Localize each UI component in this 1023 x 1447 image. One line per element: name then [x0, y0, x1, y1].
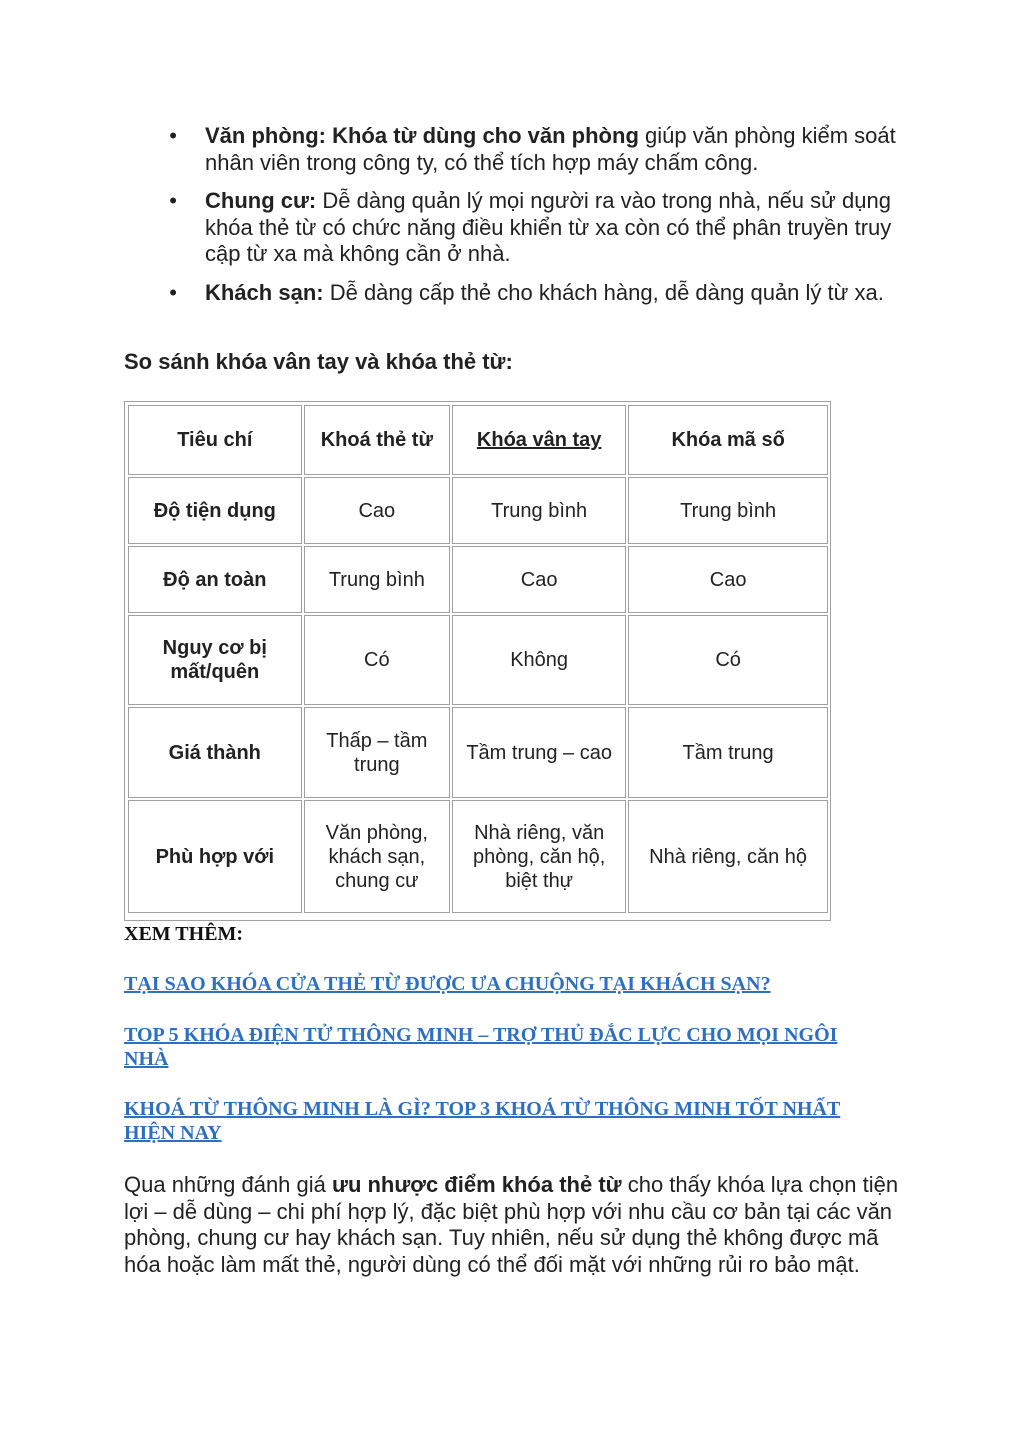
table-row [128, 615, 828, 705]
comparison-heading: So sánh khóa vân tay và khóa thẻ từ: [124, 349, 513, 374]
conclusion-paragraph [124, 1172, 914, 1278]
table-cell: Trung bình [628, 477, 828, 544]
table-cell: Cao [452, 546, 626, 613]
table-cell: Tầm trung [628, 707, 828, 798]
bullet-text: giúp văn phòng kiểm soát nhân viên trong công ty, có thể tích hợp máy chấm công. [205, 123, 896, 175]
bullet-item-office [169, 123, 905, 176]
related-article-link-3[interactable]: KHOÁ TỪ THÔNG MINH LÀ GÌ? TOP 3 KHOÁ TỪ THÔNG MINH TỐT NHẤT HIỆN NAY [124, 1098, 841, 1144]
table-row [128, 707, 828, 798]
row-header-cell: Độ tiện dụng [128, 477, 302, 544]
table-cell: Không [452, 615, 626, 705]
row-header-cell: Độ an toàn [128, 546, 302, 613]
bullet-lead: Khách sạn: [205, 279, 324, 305]
bullet-item-hotel [169, 279, 905, 307]
bullet-lead: Chung cư: [205, 188, 317, 213]
bullet-lead: Văn phòng: Khóa từ dùng cho văn phòng [205, 123, 639, 148]
header-cell: Khoá thẻ từ [304, 405, 450, 475]
table-cell: Trung bình [452, 477, 626, 544]
usage-bullet-list [169, 123, 905, 318]
bullet-item-apartment [169, 188, 905, 268]
row-header-cell: Phù hợp với [128, 800, 302, 913]
header-cell-link[interactable] [452, 405, 626, 475]
fingerprint-lock-link[interactable]: Khóa vân tay [476, 429, 602, 451]
table-cell: Văn phòng, khách sạn, chung cư [304, 800, 450, 913]
table-cell: Thấp – tầm trung [304, 707, 450, 798]
table-cell: Nhà riêng, căn hộ [628, 800, 828, 913]
table-cell: Nhà riêng, văn phòng, căn hộ, biệt thự [452, 800, 626, 913]
row-header-cell: Nguy cơ bị mất/quên [128, 615, 302, 705]
comparison-table-frame [124, 401, 831, 921]
table-row [128, 546, 828, 613]
conclusion-text-end: cho thấy khóa lựa chọn tiện lợi – dễ dùng – chi phí hợp lý, đặc biệt phù hợp với nhu cầu cơ bản tại các văn phòng, chung cư hay khách sạn. Tuy nhiên, nếu sử dụng thẻ không được mã hóa hoặc làm mất thẻ, người dùng có thể đối mặt với những rủi ro bảo mật. [124, 1172, 899, 1277]
related-article-link-1[interactable]: TẠI SAO KHÓA CỬA THẺ TỪ ĐƯỢC ƯA CHUỘNG TẠI KHÁCH SẠN? [124, 973, 771, 995]
bullet-text: Dễ dàng cấp thẻ cho khách hàng, dễ dàng quản lý từ xa. [323, 279, 884, 305]
table-cell: Có [628, 615, 828, 705]
related-article-link-2[interactable]: TOP 5 KHÓA ĐIỆN TỬ THÔNG MINH – TRỢ THỦ ĐẮC LỰC CHO MỌI NGÔI NHÀ [124, 1024, 838, 1070]
see-more-label: XEM THÊM: [124, 923, 244, 945]
table-header-row [128, 405, 828, 475]
table-cell: Trung bình [304, 546, 450, 613]
comparison-table [126, 403, 830, 915]
table-cell: Có [304, 615, 450, 705]
table-cell: Cao [628, 546, 828, 613]
table-row [128, 800, 828, 913]
header-cell: Khóa mã số [628, 405, 828, 475]
conclusion-text-start: Qua những đánh giá [124, 1172, 333, 1197]
bullet-dot: • [169, 279, 177, 305]
table-cell: Tầm trung – cao [452, 707, 626, 798]
row-header-cell: Giá thành [128, 707, 302, 798]
bullet-dot: • [169, 188, 177, 213]
table-cell: Cao [304, 477, 450, 544]
conclusion-keyword: ưu nhược điểm khóa thẻ từ [332, 1172, 622, 1197]
header-cell: Tiêu chí [128, 405, 302, 475]
bullet-text: Dễ dàng quản lý mọi người ra vào trong nhà, nếu sử dụng khóa thẻ từ có chức năng điều khiển từ xa còn có thể phân truyền truy cập từ xa mà không cần ở nhà. [205, 188, 892, 266]
table-row [128, 477, 828, 544]
bullet-dot: • [169, 123, 177, 148]
